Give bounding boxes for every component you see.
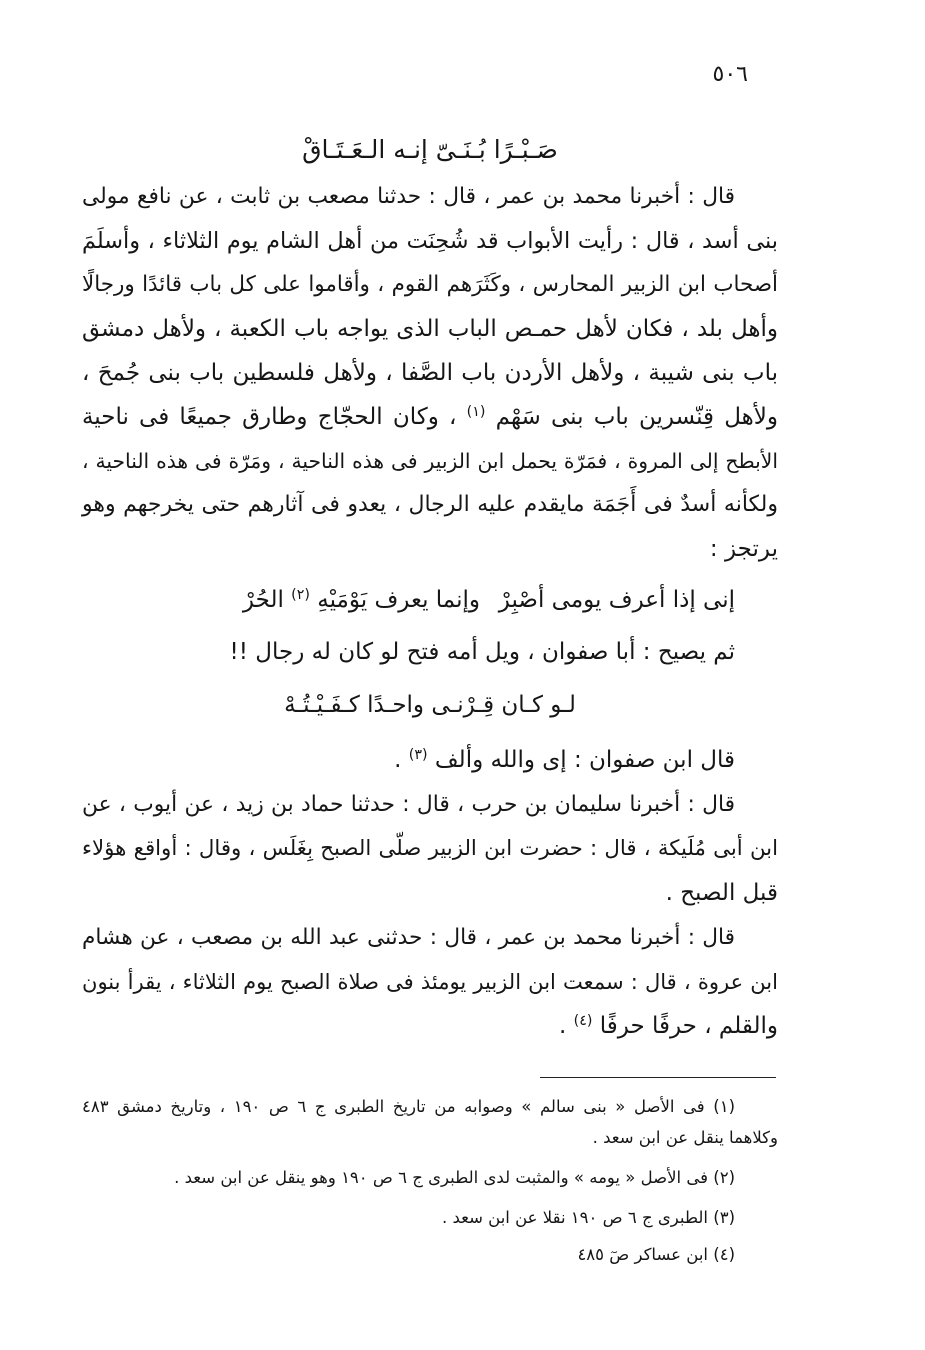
paragraph-line: بنى أسد ، قال : رأيت الأبواب قد شُحِنَت من أهل الشام يوم الثلاثاء ، وأسلَمَ bbox=[82, 228, 778, 254]
verse-1-second-hemistich bbox=[128, 578, 480, 622]
paragraph-line: ولكأنه أسدٌ فى أَجَمَة مايقدم عليه الرجال ، يعدو فى آثارهم حتى يخرجهم وهو bbox=[82, 492, 778, 517]
chapter-title: صَـبْـرًا بُـنَـىّ إنـه الـعَـتَـاقْ bbox=[302, 135, 558, 164]
footnote-line: (١) فى الأصل « بنى سالم » وصوابه من تاريخ الطبرى ج ٦ ص ١٩٠ ، وتاريخ دمشق ٤٨٣ bbox=[82, 1097, 735, 1116]
reply-line bbox=[82, 738, 778, 782]
footnote-marker: (١) bbox=[466, 404, 486, 421]
footnote-line: وكلاهما ينقل عن ابن سعد . bbox=[592, 1128, 778, 1147]
line-text: والقلم ، حرفًا حرفًا bbox=[599, 1013, 778, 1039]
footnote-line: (٣) الطبرى ج ٦ ص ١٩٠ نقلا عن ابن سعد . bbox=[441, 1208, 735, 1227]
line-text: قال ابن صفوان : إى والله وألف bbox=[434, 747, 735, 773]
paragraph-line: قال : أخبرنا محمد بن عمر ، قال : حدثنى عبد الله بن مصعب ، عن هشام bbox=[82, 925, 735, 950]
footnote-2 bbox=[82, 1162, 778, 1193]
line-text: وإنما يعرف يَوْمَيْهِ bbox=[317, 587, 480, 613]
cry-block bbox=[82, 630, 778, 674]
footnote-marker: (٤) bbox=[573, 1013, 593, 1030]
paragraph-3 bbox=[82, 916, 778, 1048]
footnote-line: (٢) فى الأصل « يومه » والمثبت لدى الطبرى ج ٦ ص ١٩٠ وهو ينقل عن ابن سعد . bbox=[174, 1168, 735, 1187]
paragraph-line: باب بنى شيبة ، ولأهل الأردن باب الصَّفا ، ولأهل فلسطين باب بنى جُمحَ ، bbox=[82, 360, 778, 386]
paragraph-line: يرتجز : bbox=[709, 536, 778, 562]
verse-2-block bbox=[82, 683, 778, 727]
line-text: ، وكان الحجّاج وطارق جميعًا فى ناحية bbox=[81, 404, 457, 430]
footnote-1 bbox=[82, 1091, 778, 1153]
footnote-marker: (٣) bbox=[408, 747, 428, 764]
paragraph-line: ابن أبى مُلَيكة ، قال : حضرت ابن الزبير صلّى الصبح بِغَلَس ، وقال : أواقع هؤلاء bbox=[82, 836, 778, 861]
paragraph-line bbox=[82, 1004, 778, 1048]
verse-1-first-hemistich: إنى إذا أعرف يومى أصْبِرْ bbox=[498, 587, 735, 613]
line-text: . bbox=[394, 747, 402, 773]
paragraph-1 bbox=[82, 175, 778, 571]
footnote-4 bbox=[82, 1239, 778, 1270]
chapter-title-block bbox=[82, 128, 778, 172]
paragraph-line bbox=[82, 395, 778, 439]
reply-block bbox=[82, 738, 778, 782]
footnote-separator bbox=[540, 1077, 776, 1078]
paragraph-line: وأهل بلد ، فكان لأهل حمـص الباب الذى يواجه باب الكعبة ، ولأهل دمشق bbox=[82, 316, 778, 342]
line-text: الحُرْ bbox=[242, 587, 284, 613]
footnote-3 bbox=[82, 1202, 778, 1233]
paragraph-line: قبل الصبح . bbox=[665, 880, 778, 906]
verse-2: لـو كـان قِـرْنـى واحـدًا كـفَـيْـتُـهْ bbox=[284, 692, 576, 718]
paragraph-line: قال : أخبرنا محمد بن عمر ، قال : حدثنا مصعب بن ثابت ، عن نافع مولى bbox=[82, 184, 735, 209]
paragraph-line: قال : أخبرنا سليمان بن حرب ، قال : حدثنا حماد بن زيد ، عن أيوب ، عن bbox=[82, 792, 735, 817]
paragraph-2 bbox=[82, 783, 778, 915]
cry-line: ثم يصيح : أبا صفوان ، ويل أمه فتح لو كان له رجال !! bbox=[229, 639, 735, 665]
line-text: ولأهل قِنّسرين باب بنى سَهْم bbox=[495, 404, 778, 430]
line-text: . bbox=[559, 1013, 567, 1039]
page-number: ٥٠٦ bbox=[712, 62, 748, 87]
paragraph-line: الأبطح إلى المروة ، فمَرّة يحمل ابن الزبير فى هذه الناحية ، ومَرّة فى هذه الناحية ، bbox=[82, 449, 778, 473]
footnote-line: (٤) ابن عساكر صٓ ٤٨٥ bbox=[577, 1245, 735, 1264]
footnote-marker: (٢) bbox=[291, 587, 310, 604]
paragraph-line: ابن عروة ، قال : سمعت ابن الزبير يومئذ فى صلاة الصبح يوم الثلاثاء ، يقرأ بنون bbox=[82, 969, 778, 994]
paragraph-line: أصحاب ابن الزبير المحارس ، وكَثَرَهم القوم ، وأقاموا على كل باب قائدًا ورجالًا bbox=[82, 272, 778, 297]
